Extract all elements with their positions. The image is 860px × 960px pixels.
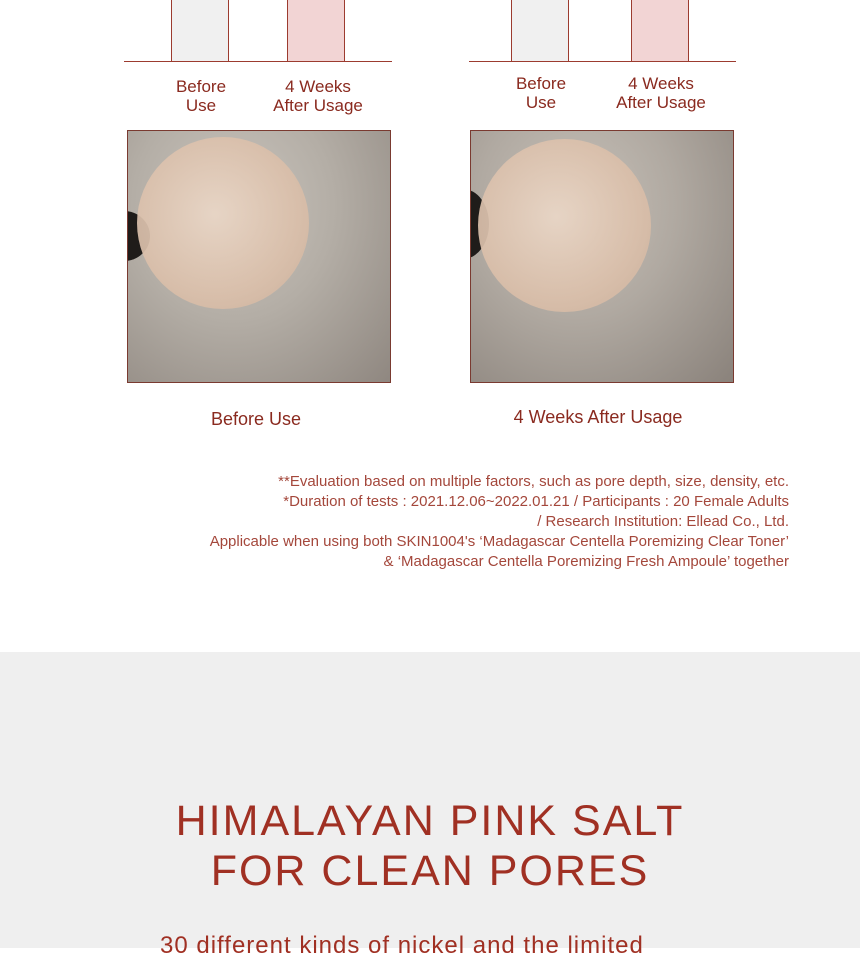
left-label-before: Before Use	[175, 77, 227, 115]
section-body-text: 30 different kinds of nickel and the limited	[160, 932, 644, 959]
right-label-after: 4 Weeks After Usage	[616, 74, 706, 112]
right-bar-before	[511, 0, 569, 61]
headline-line-1: HIMALAYAN PINK SALT	[175, 797, 685, 845]
footnote-line: **Evaluation based on multiple factors, such as pore depth, size, density, etc.	[278, 473, 789, 490]
right-chart-baseline	[469, 61, 736, 62]
test-footnotes	[210, 472, 789, 572]
before-use-photo	[127, 130, 391, 383]
left-chart-baseline	[124, 61, 392, 62]
right-bar-after	[631, 0, 689, 61]
magnified-circle	[478, 139, 651, 312]
after-usage-photo	[470, 130, 734, 383]
before-use-caption: Before Use	[210, 409, 302, 429]
footnote-line: / Research Institution: Ellead Co., Ltd.	[537, 513, 789, 530]
magnified-circle	[137, 137, 309, 309]
footnote-line: *Duration of tests : 2021.12.06~2022.01.21 / Participants : 20 Female Adults	[283, 493, 789, 510]
left-label-after: 4 Weeks After Usage	[273, 77, 363, 115]
headline-line-2: FOR CLEAN PORES	[210, 847, 650, 895]
left-bar-before	[171, 0, 229, 61]
footnote-line: Applicable when using both SKIN1004's ‘Madagascar Centella Poremizing Clear Toner’	[209, 533, 789, 550]
right-label-before: Before Use	[515, 74, 567, 112]
footnote-line: & ‘Madagascar Centella Poremizing Fresh Ampoule’ together	[383, 553, 789, 570]
left-bar-after	[287, 0, 345, 61]
after-usage-caption: 4 Weeks After Usage	[513, 407, 683, 427]
